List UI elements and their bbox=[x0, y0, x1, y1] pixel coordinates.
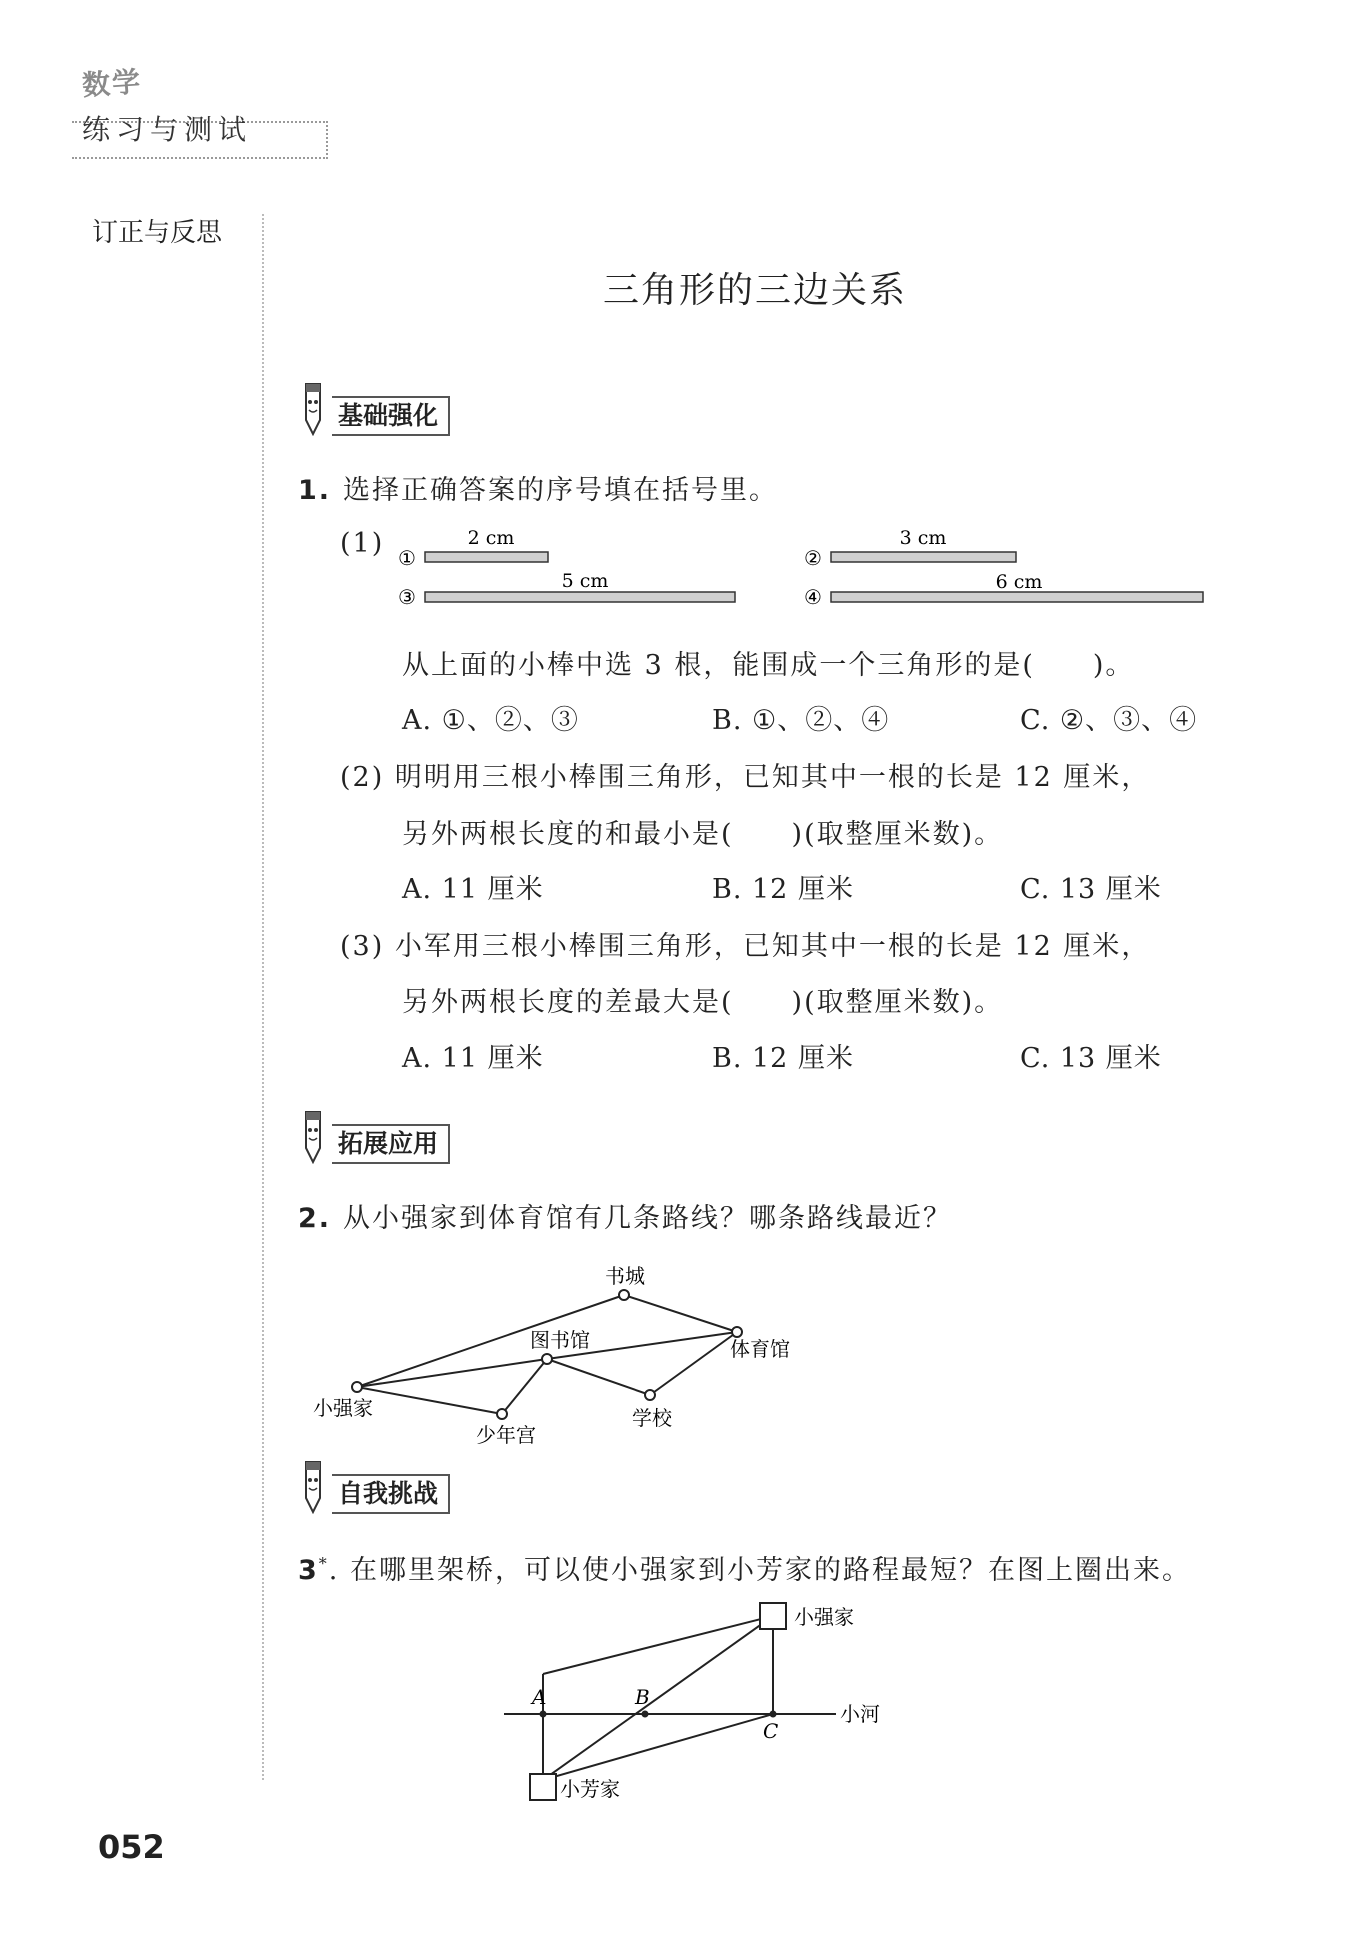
margin-divider bbox=[262, 214, 264, 1780]
sub2-options bbox=[402, 867, 1222, 907]
route-map bbox=[300, 1255, 820, 1455]
label-fang: 小芳家 bbox=[560, 1777, 620, 1801]
label-a: A bbox=[532, 1685, 547, 1709]
label-bookcity: 书城 bbox=[605, 1264, 645, 1288]
sub3-options bbox=[402, 1036, 1222, 1076]
option-a: A. ①、②、③ bbox=[402, 705, 579, 736]
page-number: 052 bbox=[98, 1828, 165, 1866]
option-a: A. 11 厘米 bbox=[402, 1043, 544, 1074]
node-home bbox=[352, 1382, 362, 1392]
stick-4 bbox=[804, 571, 1203, 609]
stick-1 bbox=[398, 527, 548, 570]
bridge-figure bbox=[490, 1598, 910, 1808]
node-library bbox=[542, 1354, 552, 1364]
question-number: 1. bbox=[298, 475, 332, 506]
label-b: B bbox=[635, 1685, 650, 1709]
label-home: 小强家 bbox=[794, 1605, 854, 1629]
option-c: C. 13 厘米 bbox=[1020, 1043, 1162, 1074]
option-b: B. 12 厘米 bbox=[712, 874, 854, 905]
section-label: 拓展应用 bbox=[332, 1124, 450, 1164]
sub3-line1: (3) 小军用三根小棒围三角形，已知其中一根的长是 12 厘米， bbox=[340, 931, 1151, 962]
pencil-icon bbox=[300, 380, 326, 436]
question-2-stem bbox=[298, 1196, 952, 1235]
label-gym: 体育馆 bbox=[730, 1337, 790, 1361]
question-star: * bbox=[318, 1554, 329, 1573]
node-gym bbox=[732, 1327, 742, 1337]
question-number: 3 bbox=[298, 1555, 319, 1586]
stick-mark: ② bbox=[804, 546, 822, 570]
section-basic bbox=[300, 380, 450, 436]
label-home: 小强家 bbox=[313, 1396, 373, 1420]
section-label: 基础强化 bbox=[332, 396, 450, 436]
option-b: B. ①、②、④ bbox=[712, 705, 890, 736]
option-a: A. 11 厘米 bbox=[402, 874, 544, 905]
book-title: 练习与测试 bbox=[82, 113, 253, 146]
option-c: C. 13 厘米 bbox=[1020, 874, 1162, 905]
stick-mark: ④ bbox=[804, 585, 822, 609]
sticks-figure bbox=[395, 520, 1225, 620]
section-challenge bbox=[300, 1458, 450, 1514]
node-bookcity bbox=[619, 1290, 629, 1300]
question-text: 从小强家到体育馆有几条路线？哪条路线最近？ bbox=[343, 1203, 953, 1234]
node-youth bbox=[497, 1409, 507, 1419]
option-b: B. 12 厘米 bbox=[712, 1043, 854, 1074]
stick-mark: ① bbox=[398, 546, 416, 570]
pencil-icon bbox=[300, 1458, 326, 1514]
subject-label: 数学 bbox=[81, 64, 144, 103]
stick-label: 5 cm bbox=[561, 570, 609, 592]
question-text: . 在哪里架桥，可以使小强家到小芳家的路程最短？在图上圈出来。 bbox=[328, 1555, 1191, 1586]
margin-label: 订正与反思 bbox=[92, 218, 223, 248]
stick-mark: ③ bbox=[398, 585, 416, 609]
sub2-line1: (2) 明明用三根小棒围三角形，已知其中一根的长是 12 厘米， bbox=[340, 762, 1151, 793]
sub1-options bbox=[402, 698, 1222, 738]
sub1-stem: 从上面的小棒中选 3 根，能围成一个三角形的是( )。 bbox=[402, 650, 1135, 681]
label-school: 学校 bbox=[632, 1406, 672, 1430]
sub2-line2: 另外两根长度的和最小是( )(取整厘米数)。 bbox=[402, 819, 1004, 850]
label-c: C bbox=[763, 1719, 779, 1743]
pencil-icon bbox=[300, 1108, 326, 1164]
sub1-number: (1) bbox=[340, 528, 385, 559]
question-3-stem bbox=[298, 1548, 1191, 1587]
stick-2 bbox=[804, 527, 1016, 570]
label-river: 小河 bbox=[840, 1702, 880, 1726]
box-fang bbox=[530, 1774, 556, 1800]
question-1-stem bbox=[298, 468, 778, 507]
section-extend bbox=[300, 1108, 450, 1164]
section-label: 自我挑战 bbox=[332, 1474, 450, 1514]
sub3-line2: 另外两根长度的差最大是( )(取整厘米数)。 bbox=[402, 987, 1004, 1018]
question-text: 选择正确答案的序号填在括号里。 bbox=[343, 475, 779, 506]
stick-label: 6 cm bbox=[995, 571, 1043, 593]
page-title: 三角形的三边关系 bbox=[602, 270, 907, 311]
question-number: 2. bbox=[298, 1203, 332, 1234]
box-home bbox=[760, 1603, 786, 1629]
label-library: 图书馆 bbox=[530, 1328, 590, 1352]
node-school bbox=[645, 1390, 655, 1400]
stick-label: 3 cm bbox=[899, 527, 947, 549]
stick-label: 2 cm bbox=[467, 527, 515, 549]
option-c: C. ②、③、④ bbox=[1020, 705, 1198, 736]
label-youth: 少年宫 bbox=[476, 1423, 536, 1447]
stick-3 bbox=[398, 570, 735, 609]
